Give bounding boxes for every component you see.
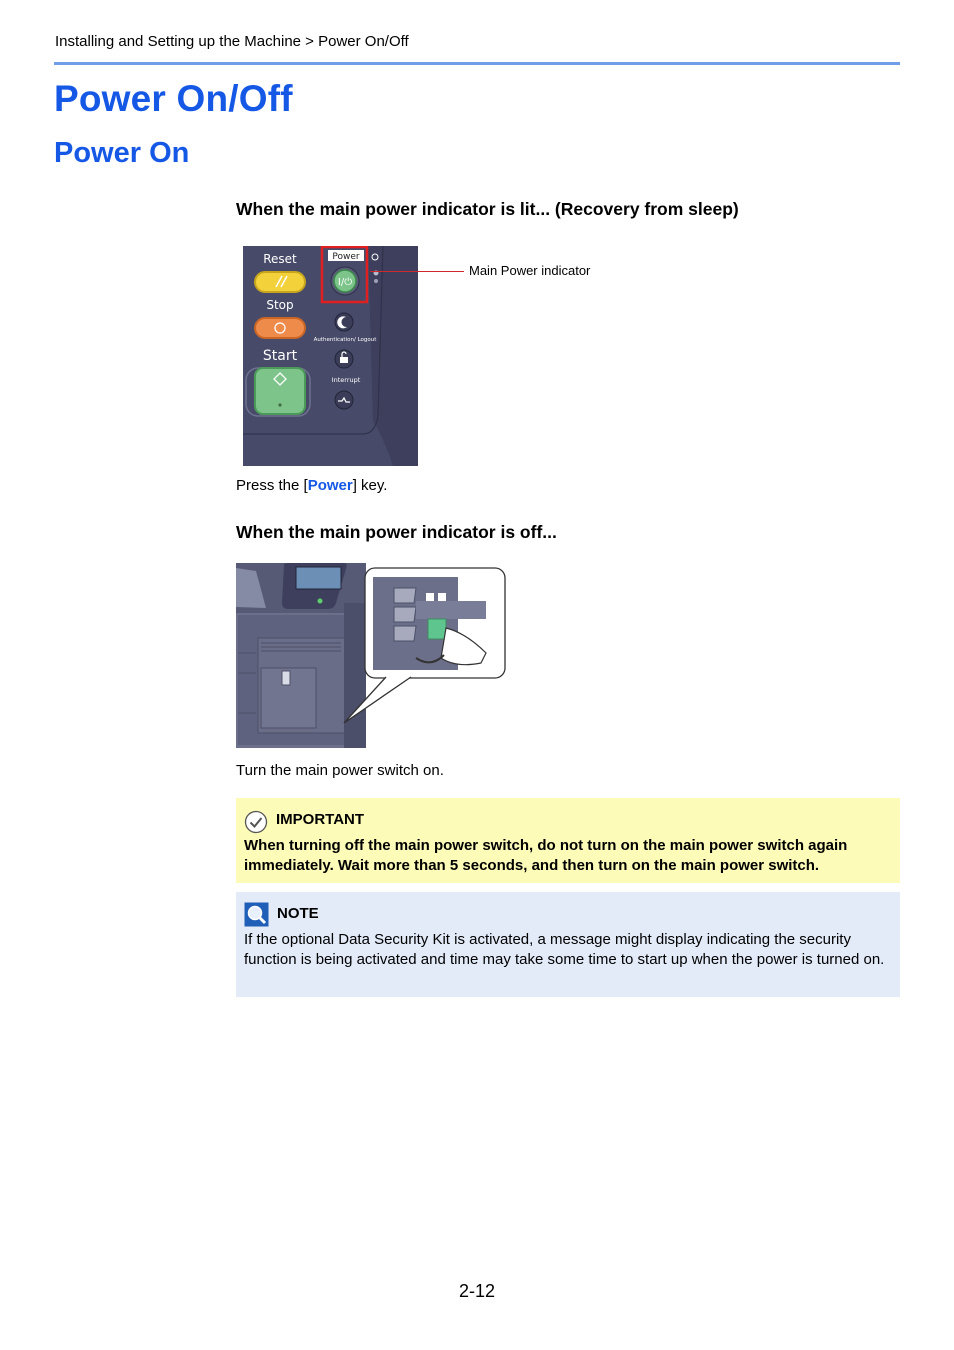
section-title: Power On bbox=[54, 137, 190, 169]
svg-text:I/⏻: I/⏻ bbox=[337, 277, 353, 288]
auth-label: Authentication/ Logout bbox=[313, 337, 377, 343]
step-text-suffix: ] key. bbox=[352, 477, 388, 494]
page-title: Power On/Off bbox=[54, 78, 293, 119]
important-text: When turning off the main power switch, do not turn on the main power switch again immediately. Wait more than 5 seconds, and then turn on the main power switch. bbox=[244, 837, 848, 874]
stop-label: Stop bbox=[266, 298, 294, 312]
important-label: IMPORTANT bbox=[276, 811, 365, 828]
reset-label: Reset bbox=[263, 252, 297, 266]
start-label: Start bbox=[262, 348, 298, 364]
step-text-prefix: Press the [ bbox=[236, 477, 308, 494]
operation-panel-illustration bbox=[243, 246, 418, 466]
stop-key bbox=[255, 318, 305, 338]
breadcrumb: Installing and Setting up the Machine > Power On/Off bbox=[55, 33, 409, 50]
reset-key bbox=[255, 272, 305, 292]
power-key-name: Power bbox=[307, 477, 353, 494]
header-rule bbox=[54, 62, 900, 65]
important-box bbox=[236, 798, 900, 883]
power-label: Power bbox=[332, 252, 360, 262]
power-off-heading: When the main power indicator is off... bbox=[236, 522, 557, 542]
power-key-step bbox=[236, 477, 387, 494]
main-power-indicator-callout: Main Power indicator bbox=[469, 263, 591, 278]
magnifier-icon bbox=[244, 902, 269, 927]
callout-line bbox=[370, 271, 464, 272]
sleep-recovery-heading: When the main power indicator is lit... (Recovery from sleep) bbox=[236, 199, 739, 219]
note-box bbox=[236, 892, 900, 997]
checkmark-icon bbox=[244, 810, 268, 834]
interrupt-label: Interrupt bbox=[331, 376, 361, 384]
start-key bbox=[255, 368, 305, 414]
main-power-switch-illustration bbox=[236, 563, 508, 748]
main-switch-step: Turn the main power switch on. bbox=[236, 762, 444, 779]
page-number: 2-12 bbox=[458, 1281, 496, 1301]
note-label: NOTE bbox=[277, 905, 319, 922]
note-text: If the optional Data Security Kit is activated, a message might display indicating the security function is being activated and time may take some time to start up when the power is turned on. bbox=[244, 931, 885, 968]
